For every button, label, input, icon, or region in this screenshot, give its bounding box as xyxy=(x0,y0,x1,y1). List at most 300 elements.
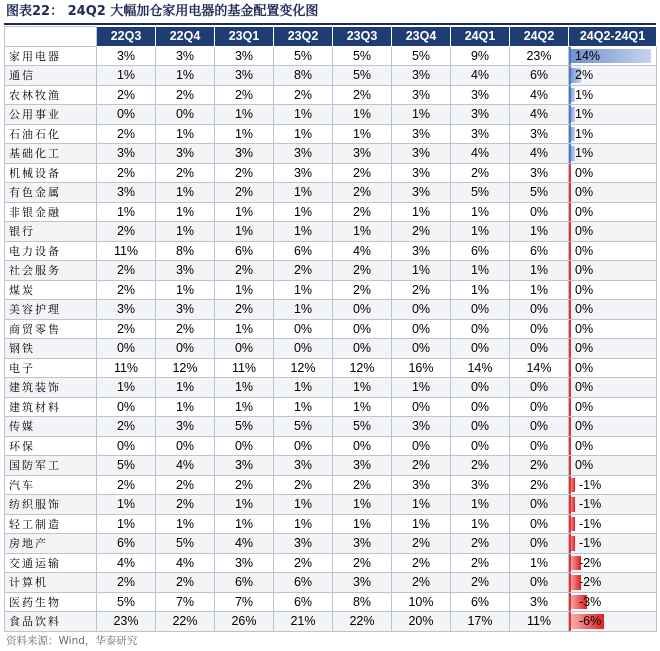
table-row xyxy=(5,105,657,125)
allocation-value: 1% xyxy=(156,66,215,86)
allocation-value: 3% xyxy=(156,46,215,66)
allocation-value: 3% xyxy=(215,456,274,476)
table-row xyxy=(5,592,657,612)
allocation-value: 1% xyxy=(274,105,333,125)
allocation-value: 1% xyxy=(333,495,392,515)
allocation-value: 1% xyxy=(215,514,274,534)
table-row xyxy=(5,358,657,378)
allocation-value: 12% xyxy=(156,358,215,378)
allocation-value: 1% xyxy=(451,202,510,222)
allocation-value: 2% xyxy=(156,573,215,593)
allocation-value: 1% xyxy=(510,280,569,300)
allocation-value: 1% xyxy=(333,222,392,242)
allocation-value: 10% xyxy=(392,592,451,612)
allocation-value: 1% xyxy=(156,183,215,203)
allocation-value: 0% xyxy=(510,300,569,320)
allocation-value: 2% xyxy=(97,163,156,183)
change-value: 0% xyxy=(575,321,594,336)
change-value: 0% xyxy=(575,458,594,473)
change-axis xyxy=(569,495,571,514)
allocation-value: 0% xyxy=(510,534,569,554)
industry-name: 轻工制造 xyxy=(5,514,97,534)
allocation-value: 11% xyxy=(97,358,156,378)
allocation-value: 2% xyxy=(333,85,392,105)
allocation-value: 0% xyxy=(510,319,569,339)
allocation-value: 1% xyxy=(392,378,451,398)
change-cell xyxy=(569,46,657,66)
allocation-value: 1% xyxy=(97,495,156,515)
table-row xyxy=(5,85,657,105)
industry-name: 机械设备 xyxy=(5,163,97,183)
change-cell xyxy=(569,514,657,534)
change-cell xyxy=(569,66,657,86)
allocation-value: 2% xyxy=(451,163,510,183)
allocation-value: 22% xyxy=(333,612,392,632)
allocation-value: 5% xyxy=(156,534,215,554)
allocation-value: 0% xyxy=(215,436,274,456)
allocation-value: 0% xyxy=(510,397,569,417)
table-row xyxy=(5,417,657,437)
allocation-value: 0% xyxy=(392,300,451,320)
allocation-value: 1% xyxy=(215,378,274,398)
allocation-value: 4% xyxy=(215,534,274,554)
allocation-value: 5% xyxy=(392,46,451,66)
allocation-value: 1% xyxy=(333,514,392,534)
allocation-value: 3% xyxy=(274,144,333,164)
allocation-value: 11% xyxy=(215,358,274,378)
change-value: -1% xyxy=(579,477,602,492)
industry-name: 环保 xyxy=(5,436,97,456)
allocation-value: 6% xyxy=(215,241,274,261)
change-cell xyxy=(569,261,657,281)
change-value: 0% xyxy=(575,263,594,278)
allocation-value: 2% xyxy=(451,553,510,573)
allocation-value: 5% xyxy=(97,456,156,476)
change-axis xyxy=(569,417,571,436)
allocation-value: 2% xyxy=(333,553,392,573)
industry-name: 建筑材料 xyxy=(5,397,97,417)
change-axis xyxy=(569,573,571,592)
table-row xyxy=(5,378,657,398)
allocation-value: 0% xyxy=(451,300,510,320)
change-cell xyxy=(569,417,657,437)
allocation-value: 5% xyxy=(451,183,510,203)
change-axis xyxy=(569,66,571,85)
allocation-value: 2% xyxy=(274,553,333,573)
table-row xyxy=(5,144,657,164)
allocation-value: 0% xyxy=(510,378,569,398)
allocation-value: 0% xyxy=(510,339,569,359)
allocation-value: 22% xyxy=(156,612,215,632)
allocation-value: 3% xyxy=(333,144,392,164)
allocation-value: 0% xyxy=(333,300,392,320)
allocation-value: 1% xyxy=(451,222,510,242)
change-cell xyxy=(569,534,657,554)
change-value: 1% xyxy=(575,87,594,102)
allocation-value: 3% xyxy=(97,300,156,320)
allocation-value: 14% xyxy=(510,358,569,378)
allocation-value: 1% xyxy=(215,202,274,222)
industry-name: 银行 xyxy=(5,222,97,242)
industry-name: 建筑装饰 xyxy=(5,378,97,398)
allocation-value: 2% xyxy=(333,475,392,495)
allocation-value: 0% xyxy=(510,495,569,515)
allocation-value: 2% xyxy=(333,183,392,203)
table-row xyxy=(5,241,657,261)
allocation-value: 4% xyxy=(510,105,569,125)
title-divider xyxy=(4,23,656,25)
industry-name: 石油石化 xyxy=(5,124,97,144)
column-header: 23Q2 xyxy=(274,27,333,47)
column-header: 23Q1 xyxy=(215,27,274,47)
change-cell xyxy=(569,183,657,203)
industry-name: 医药生物 xyxy=(5,592,97,612)
change-cell xyxy=(569,124,657,144)
change-axis xyxy=(569,339,571,358)
allocation-value: 3% xyxy=(97,183,156,203)
allocation-value: 2% xyxy=(97,261,156,281)
industry-name: 基础化工 xyxy=(5,144,97,164)
allocation-value: 1% xyxy=(156,222,215,242)
allocation-value: 0% xyxy=(274,339,333,359)
change-value: 0% xyxy=(575,185,594,200)
allocation-value: 1% xyxy=(215,105,274,125)
allocation-value: 1% xyxy=(274,378,333,398)
industry-name: 非银金融 xyxy=(5,202,97,222)
allocation-value: 2% xyxy=(274,85,333,105)
allocation-value: 4% xyxy=(510,85,569,105)
change-cell xyxy=(569,339,657,359)
table-row xyxy=(5,202,657,222)
change-value: 0% xyxy=(575,360,594,375)
industry-name: 农林牧渔 xyxy=(5,85,97,105)
allocation-value: 26% xyxy=(215,612,274,632)
allocation-value: 8% xyxy=(274,66,333,86)
allocation-value: 3% xyxy=(333,534,392,554)
table-row xyxy=(5,46,657,66)
allocation-value: 6% xyxy=(215,573,274,593)
allocation-value: 3% xyxy=(215,66,274,86)
allocation-value: 0% xyxy=(392,319,451,339)
table-row xyxy=(5,339,657,359)
allocation-value: 1% xyxy=(510,553,569,573)
header-row xyxy=(5,27,657,47)
allocation-value: 3% xyxy=(215,46,274,66)
change-value: -3% xyxy=(579,594,602,609)
allocation-value: 2% xyxy=(392,222,451,242)
change-axis xyxy=(569,144,571,163)
industry-name: 国防军工 xyxy=(5,456,97,476)
change-cell xyxy=(569,592,657,612)
change-cell xyxy=(569,202,657,222)
allocation-value: 3% xyxy=(333,573,392,593)
header-corner xyxy=(5,27,97,47)
allocation-value: 6% xyxy=(510,66,569,86)
allocation-value: 2% xyxy=(333,280,392,300)
allocation-value: 2% xyxy=(274,475,333,495)
allocation-value: 4% xyxy=(451,66,510,86)
allocation-value: 2% xyxy=(333,261,392,281)
allocation-value: 1% xyxy=(392,261,451,281)
change-axis xyxy=(569,534,571,553)
change-value: -1% xyxy=(579,516,602,531)
allocation-value: 0% xyxy=(156,105,215,125)
change-axis xyxy=(569,47,571,66)
allocation-value: 0% xyxy=(451,417,510,437)
allocation-value: 3% xyxy=(510,592,569,612)
allocation-value: 1% xyxy=(156,124,215,144)
allocation-value: 1% xyxy=(97,66,156,86)
change-cell xyxy=(569,553,657,573)
industry-name: 商贸零售 xyxy=(5,319,97,339)
allocation-value: 0% xyxy=(510,573,569,593)
allocation-value: 1% xyxy=(156,514,215,534)
change-axis xyxy=(569,476,571,495)
allocation-value: 1% xyxy=(333,397,392,417)
allocation-value: 4% xyxy=(156,553,215,573)
change-axis xyxy=(569,378,571,397)
allocation-value: 2% xyxy=(97,319,156,339)
change-axis xyxy=(569,86,571,105)
table-row xyxy=(5,534,657,554)
change-axis xyxy=(569,281,571,300)
change-value: 1% xyxy=(575,126,594,141)
change-axis xyxy=(569,437,571,456)
industry-name: 纺织服饰 xyxy=(5,495,97,515)
allocation-value: 7% xyxy=(156,592,215,612)
allocation-value: 3% xyxy=(274,534,333,554)
change-axis xyxy=(569,242,571,261)
change-axis xyxy=(569,300,571,319)
change-value: 0% xyxy=(575,399,594,414)
change-cell xyxy=(569,85,657,105)
change-value: -2% xyxy=(579,575,602,590)
allocation-value: 5% xyxy=(333,417,392,437)
change-cell xyxy=(569,573,657,593)
allocation-value: 3% xyxy=(97,46,156,66)
change-axis xyxy=(569,261,571,280)
allocation-value: 0% xyxy=(156,339,215,359)
change-value: 0% xyxy=(575,224,594,239)
allocation-value: 1% xyxy=(215,495,274,515)
industry-name: 有色金属 xyxy=(5,183,97,203)
table-row xyxy=(5,261,657,281)
allocation-value: 3% xyxy=(274,456,333,476)
allocation-value: 1% xyxy=(333,378,392,398)
column-header: 24Q1 xyxy=(451,27,510,47)
industry-name: 电力设备 xyxy=(5,241,97,261)
allocation-value: 1% xyxy=(392,202,451,222)
allocation-value: 17% xyxy=(451,612,510,632)
column-header: 23Q4 xyxy=(392,27,451,47)
allocation-value: 3% xyxy=(392,475,451,495)
allocation-value: 20% xyxy=(392,612,451,632)
allocation-value: 2% xyxy=(97,573,156,593)
allocation-value: 0% xyxy=(510,436,569,456)
allocation-value: 0% xyxy=(97,436,156,456)
allocation-value: 0% xyxy=(451,436,510,456)
allocation-value: 8% xyxy=(156,241,215,261)
allocation-value: 1% xyxy=(97,514,156,534)
table-row xyxy=(5,280,657,300)
allocation-value: 2% xyxy=(97,222,156,242)
allocation-value: 0% xyxy=(97,339,156,359)
industry-name: 煤炭 xyxy=(5,280,97,300)
allocation-value: 2% xyxy=(156,475,215,495)
allocation-value: 2% xyxy=(392,553,451,573)
allocation-value: 1% xyxy=(215,280,274,300)
change-axis xyxy=(569,554,571,573)
allocation-value: 3% xyxy=(392,124,451,144)
industry-name: 食品饮料 xyxy=(5,612,97,632)
allocation-value: 2% xyxy=(97,85,156,105)
industry-name: 通信 xyxy=(5,66,97,86)
industry-name: 电子 xyxy=(5,358,97,378)
change-cell xyxy=(569,319,657,339)
allocation-value: 1% xyxy=(97,202,156,222)
change-value: -1% xyxy=(579,497,602,512)
change-cell xyxy=(569,105,657,125)
allocation-value: 2% xyxy=(215,300,274,320)
allocation-value: 0% xyxy=(392,339,451,359)
allocation-value: 2% xyxy=(215,475,274,495)
industry-name: 家用电器 xyxy=(5,46,97,66)
allocation-value: 3% xyxy=(392,144,451,164)
table-row xyxy=(5,319,657,339)
allocation-value: 6% xyxy=(451,241,510,261)
change-axis xyxy=(569,203,571,222)
allocation-value: 2% xyxy=(156,85,215,105)
change-value: 2% xyxy=(575,68,594,83)
allocation-value: 1% xyxy=(215,397,274,417)
allocation-value: 1% xyxy=(333,105,392,125)
allocation-value: 6% xyxy=(451,592,510,612)
allocation-value: 2% xyxy=(510,475,569,495)
allocation-value: 0% xyxy=(392,436,451,456)
change-cell xyxy=(569,456,657,476)
allocation-value: 1% xyxy=(274,124,333,144)
change-axis xyxy=(569,125,571,144)
allocation-value: 6% xyxy=(274,573,333,593)
change-value: 1% xyxy=(575,107,594,122)
column-header: 23Q3 xyxy=(333,27,392,47)
change-cell xyxy=(569,495,657,515)
allocation-value: 4% xyxy=(451,144,510,164)
change-axis xyxy=(569,612,571,631)
allocation-value: 1% xyxy=(274,397,333,417)
change-cell xyxy=(569,378,657,398)
allocation-value: 6% xyxy=(510,241,569,261)
allocation-value: 0% xyxy=(215,339,274,359)
allocation-value: 5% xyxy=(274,46,333,66)
allocation-value: 1% xyxy=(156,202,215,222)
change-value: 1% xyxy=(575,146,594,161)
allocation-value: 3% xyxy=(451,105,510,125)
allocation-value: 23% xyxy=(97,612,156,632)
allocation-value: 0% xyxy=(451,378,510,398)
industry-name: 美容护理 xyxy=(5,300,97,320)
table-row xyxy=(5,514,657,534)
allocation-value: 2% xyxy=(97,280,156,300)
allocation-value: 2% xyxy=(451,456,510,476)
change-value: -6% xyxy=(579,614,602,629)
change-axis xyxy=(569,398,571,417)
allocation-value: 3% xyxy=(510,163,569,183)
allocation-value: 1% xyxy=(392,495,451,515)
change-cell xyxy=(569,241,657,261)
change-value: 0% xyxy=(575,302,594,317)
industry-name: 房地产 xyxy=(5,534,97,554)
allocation-table xyxy=(4,26,657,632)
allocation-value: 3% xyxy=(156,417,215,437)
allocation-value: 3% xyxy=(392,241,451,261)
allocation-value: 12% xyxy=(274,358,333,378)
column-header: 22Q4 xyxy=(156,27,215,47)
allocation-value: 1% xyxy=(156,397,215,417)
source-note: 资料来源：Wind，华泰研究 xyxy=(6,635,138,647)
change-cell xyxy=(569,612,657,632)
allocation-value: 8% xyxy=(333,592,392,612)
allocation-value: 7% xyxy=(215,592,274,612)
allocation-value: 0% xyxy=(156,436,215,456)
change-value: 14% xyxy=(575,48,601,63)
allocation-value: 2% xyxy=(392,456,451,476)
change-value: 0% xyxy=(575,165,594,180)
table-row xyxy=(5,573,657,593)
allocation-value: 3% xyxy=(156,300,215,320)
allocation-value: 0% xyxy=(392,397,451,417)
industry-name: 公用事业 xyxy=(5,105,97,125)
allocation-value: 0% xyxy=(333,339,392,359)
change-value: 0% xyxy=(575,282,594,297)
table-row xyxy=(5,183,657,203)
table-row xyxy=(5,397,657,417)
allocation-value: 1% xyxy=(215,319,274,339)
allocation-value: 0% xyxy=(333,319,392,339)
allocation-value: 3% xyxy=(156,144,215,164)
allocation-value: 1% xyxy=(392,514,451,534)
allocation-value: 1% xyxy=(274,300,333,320)
change-axis xyxy=(569,515,571,534)
allocation-value: 1% xyxy=(451,495,510,515)
allocation-value: 5% xyxy=(97,592,156,612)
allocation-value: 4% xyxy=(510,144,569,164)
allocation-value: 2% xyxy=(156,319,215,339)
allocation-value: 1% xyxy=(156,378,215,398)
industry-name: 传媒 xyxy=(5,417,97,437)
change-axis xyxy=(569,183,571,202)
allocation-value: 6% xyxy=(274,592,333,612)
change-axis xyxy=(569,593,571,612)
table-row xyxy=(5,124,657,144)
allocation-value: 3% xyxy=(156,261,215,281)
allocation-value: 3% xyxy=(392,163,451,183)
allocation-value: 4% xyxy=(97,553,156,573)
allocation-value: 0% xyxy=(451,339,510,359)
allocation-value: 5% xyxy=(333,46,392,66)
change-value: 0% xyxy=(575,243,594,258)
allocation-value: 1% xyxy=(392,105,451,125)
allocation-value: 3% xyxy=(274,163,333,183)
allocation-value: 5% xyxy=(274,417,333,437)
allocation-value: 6% xyxy=(97,534,156,554)
allocation-value: 3% xyxy=(392,66,451,86)
allocation-value: 21% xyxy=(274,612,333,632)
table-row xyxy=(5,163,657,183)
change-value: -1% xyxy=(579,536,602,551)
change-cell xyxy=(569,222,657,242)
allocation-value: 3% xyxy=(451,85,510,105)
